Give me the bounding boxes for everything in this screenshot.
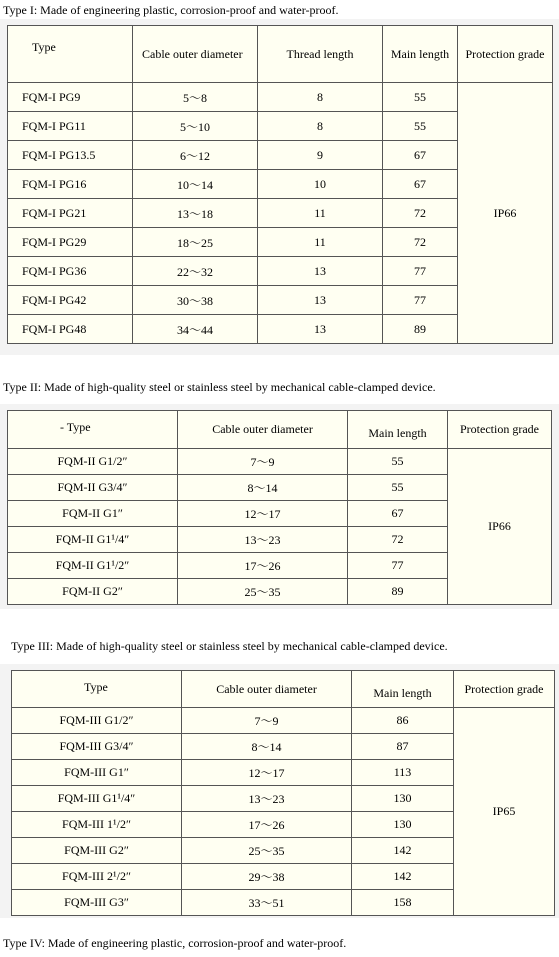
type1-cell-type: FQM-I PG21 — [8, 199, 133, 228]
type3-cell-diameter: 8～14 — [182, 734, 352, 760]
type1-protection-grade: IP66 — [458, 83, 553, 344]
type1-cell-type: FQM-I PG29 — [8, 228, 133, 257]
type2-cell-main: 89 — [348, 579, 448, 605]
type1-cell-diameter: 13～18 — [133, 199, 258, 228]
type3-cell-main: 142 — [352, 864, 454, 890]
type2-cell-type: FQM-II G1¹/4″ — [8, 527, 178, 553]
type1-cell-diameter: 6～12 — [133, 141, 258, 170]
type3-cell-main: 130 — [352, 812, 454, 838]
type1-cell-type: FQM-I PG42 — [8, 286, 133, 315]
type3-cell-type: FQM-III G2″ — [12, 838, 182, 864]
type3-header-protection-grade: Protection grade — [454, 671, 555, 708]
type2-cell-type: FQM-II G2″ — [8, 579, 178, 605]
type1-cell-type: FQM-I PG48 — [8, 315, 133, 344]
type1-header-main-length: Main length — [383, 26, 458, 83]
type2-cell-main: 72 — [348, 527, 448, 553]
type3-cell-main: 113 — [352, 760, 454, 786]
type2-header-cable-outer-diameter: Cable outer diameter — [178, 411, 348, 449]
type2-cell-diameter: 17～26 — [178, 553, 348, 579]
type3-cell-type: FQM-III G1¹/4″ — [12, 786, 182, 812]
type2-cell-type: FQM-II G1″ — [8, 501, 178, 527]
type2-table — [7, 410, 552, 605]
type1-cell-main: 77 — [383, 257, 458, 286]
type2-cell-main: 67 — [348, 501, 448, 527]
type3-cell-type: FQM-III 2¹/2″ — [12, 864, 182, 890]
type1-header-thread-length: Thread length — [258, 26, 383, 83]
type1-header-protection-grade: Protection grade — [458, 26, 553, 83]
type2-cell-type: FQM-II G1/2″ — [8, 449, 178, 475]
type3-cell-type: FQM-III 1¹/2″ — [12, 812, 182, 838]
type1-cell-thread: 11 — [258, 199, 383, 228]
type3-cell-main: 87 — [352, 734, 454, 760]
type2-cell-diameter: 8～14 — [178, 475, 348, 501]
type2-caption: Type II: Made of high-quality steel or stainless steel by mechanical cable-clamped device. — [3, 380, 436, 394]
type1-cell-main: 67 — [383, 141, 458, 170]
type3-caption: Type III: Made of high-quality steel or stainless steel by mechanical cable-clamped device. — [11, 639, 448, 653]
type3-cell-diameter: 25～35 — [182, 838, 352, 864]
type1-cell-type: FQM-I PG36 — [8, 257, 133, 286]
type3-protection-grade: IP65 — [454, 708, 555, 916]
type3-cell-diameter: 29～38 — [182, 864, 352, 890]
type2-header-protection-grade: Protection grade — [448, 411, 552, 449]
type1-cell-type: FQM-I PG13.5 — [8, 141, 133, 170]
type3-header-type: Type — [12, 671, 182, 708]
type2-cell-diameter: 25～35 — [178, 579, 348, 605]
type2-cell-main: 55 — [348, 475, 448, 501]
type2-cell-type: FQM-II G1¹/2″ — [8, 553, 178, 579]
type1-cell-main: 55 — [383, 83, 458, 112]
type1-cell-diameter: 5～10 — [133, 112, 258, 141]
type3-cell-diameter: 7～9 — [182, 708, 352, 734]
type1-cell-main: 77 — [383, 286, 458, 315]
type1-cell-thread: 13 — [258, 286, 383, 315]
type3-cell-main: 158 — [352, 890, 454, 916]
type1-cell-diameter: 18～25 — [133, 228, 258, 257]
type1-caption: Type I: Made of engineering plastic, corrosion-proof and water-proof. — [3, 3, 339, 17]
type4-caption: Type IV: Made of engineering plastic, corrosion-proof and water-proof. — [3, 936, 347, 950]
type3-cell-main: 142 — [352, 838, 454, 864]
type1-cell-main: 55 — [383, 112, 458, 141]
type2-header-main-length: Main length — [348, 411, 448, 449]
type1-cell-main: 89 — [383, 315, 458, 344]
type1-cell-type: FQM-I PG9 — [8, 83, 133, 112]
type3-cell-main: 130 — [352, 786, 454, 812]
type1-cell-diameter: 34～44 — [133, 315, 258, 344]
type1-cell-diameter: 5～8 — [133, 83, 258, 112]
type2-cell-main: 55 — [348, 449, 448, 475]
type3-header-cable-outer-diameter: Cable outer diameter — [182, 671, 352, 708]
type3-cell-diameter: 12～17 — [182, 760, 352, 786]
type3-cell-type: FQM-III G3/4″ — [12, 734, 182, 760]
type3-cell-type: FQM-III G3″ — [12, 890, 182, 916]
type3-table — [11, 670, 555, 916]
type1-cell-thread: 8 — [258, 112, 383, 141]
type3-cell-type: FQM-III G1″ — [12, 760, 182, 786]
type2-protection-grade: IP66 — [448, 449, 552, 605]
type1-cell-main: 72 — [383, 199, 458, 228]
type1-cell-main: 72 — [383, 228, 458, 257]
type1-cell-thread: 8 — [258, 83, 383, 112]
type1-cell-thread: 13 — [258, 257, 383, 286]
type1-header-type: Type — [8, 26, 133, 83]
type1-cell-diameter: 22～32 — [133, 257, 258, 286]
type3-cell-diameter: 17～26 — [182, 812, 352, 838]
type1-cell-thread: 10 — [258, 170, 383, 199]
type1-cell-diameter: 30～38 — [133, 286, 258, 315]
type3-cell-type: FQM-III G1/2″ — [12, 708, 182, 734]
type1-cell-type: FQM-I PG16 — [8, 170, 133, 199]
type3-cell-main: 86 — [352, 708, 454, 734]
type2-cell-diameter: 13～23 — [178, 527, 348, 553]
type1-cell-diameter: 10～14 — [133, 170, 258, 199]
type1-cell-thread: 9 — [258, 141, 383, 170]
type2-cell-main: 77 — [348, 553, 448, 579]
type1-cell-type: FQM-I PG11 — [8, 112, 133, 141]
type2-cell-diameter: 12～17 — [178, 501, 348, 527]
type1-cell-thread: 13 — [258, 315, 383, 344]
type1-header-cable-outer-diameter: Cable outer diameter — [133, 26, 258, 83]
type2-cell-type: FQM-II G3/4″ — [8, 475, 178, 501]
type1-table — [7, 25, 553, 344]
type1-cell-thread: 11 — [258, 228, 383, 257]
type2-cell-diameter: 7～9 — [178, 449, 348, 475]
type2-header-type: - Type — [8, 411, 178, 449]
type3-cell-diameter: 33～51 — [182, 890, 352, 916]
type3-header-main-length: Main length — [352, 671, 454, 708]
type1-cell-main: 67 — [383, 170, 458, 199]
type3-cell-diameter: 13～23 — [182, 786, 352, 812]
